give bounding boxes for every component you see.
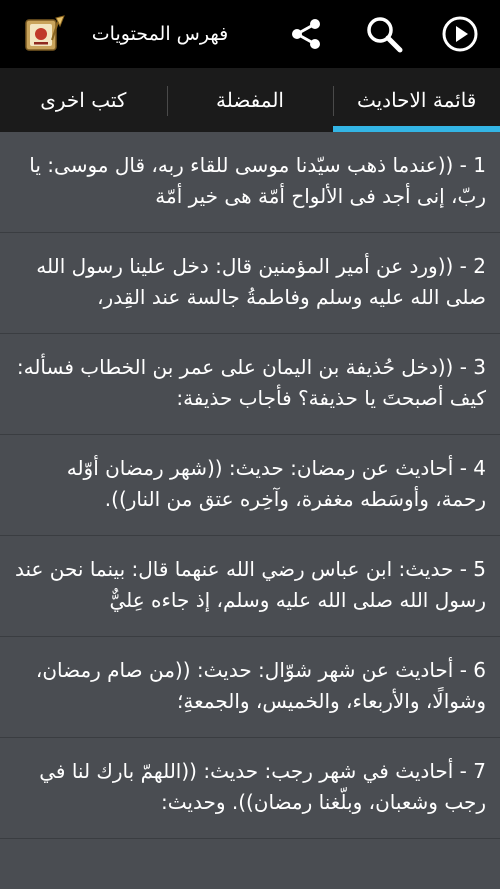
tab-other-books[interactable] <box>0 68 167 132</box>
list-item[interactable] <box>0 132 500 233</box>
tab-divider <box>333 86 334 116</box>
list-item[interactable] <box>0 637 500 738</box>
app-logo-icon <box>22 14 68 54</box>
list-item[interactable] <box>0 536 500 637</box>
share-button[interactable] <box>282 10 330 58</box>
play-icon <box>441 15 479 53</box>
tab-divider <box>167 86 168 116</box>
hadith-list[interactable] <box>0 132 500 889</box>
page-title: فهرس المحتويات <box>91 23 229 45</box>
action-bar <box>0 0 500 68</box>
list-item-text: 4 - أحاديث عن رمضان: حديث: ((شهر رمضان أوّله رحمة، وأوسَطه مغفرة، وآخِره عتق من النار)). <box>66 456 486 511</box>
list-item[interactable] <box>0 435 500 536</box>
list-item-text: 3 - ((دخل حُذيفة بن اليمان على عمر بن الخطاب فسأله: كيف أصبحتَ يا حذيفة؟ فأجاب حذيفة: <box>16 355 486 410</box>
tab-favorites[interactable] <box>167 68 334 132</box>
tab-label: المفضلة <box>215 88 284 112</box>
list-item-text: 2 - ((ورد عن أمير المؤمنين قال: دخل علينا رسول الله صلى الله عليه وسلم وفاطمةُ جالسة عند القِدر، <box>36 254 486 309</box>
list-item[interactable] <box>0 738 500 839</box>
tab-bar <box>0 68 500 132</box>
list-item-text: 1 - ((عندما ذهب سيّدنا موسى للقاء ربه، قال موسى: يا ربّ، إنى أجد فى الألواح أمّة هى خير أمّة <box>29 153 486 208</box>
list-item-text: 7 - أحاديث في شهر رجب: حديث: ((اللهمّ بارك لنا في رجب وشعبان، وبلّغنا رمضان)). وحديث: <box>39 759 486 814</box>
share-icon <box>287 15 325 53</box>
list-item[interactable] <box>0 334 500 435</box>
tab-hadith-list[interactable] <box>333 68 500 132</box>
list-item-text: 5 - حديث: ابن عباس رضي الله عنهما قال: بينما نحن عند رسول الله صلى الله عليه وسلم، إذ جاءه عِليٌّ <box>14 557 486 612</box>
search-icon <box>364 14 404 54</box>
play-button[interactable] <box>436 10 484 58</box>
list-item[interactable] <box>0 233 500 334</box>
search-button[interactable] <box>360 10 408 58</box>
tab-label: كتب اخرى <box>40 88 127 112</box>
app-logo[interactable] <box>22 14 68 54</box>
list-item-text: 6 - أحاديث عن شهر شوّال: حديث: ((من صام رمضان، وشوالًا، والأربعاء، والخميس، والجمعةِ؛ <box>35 658 486 713</box>
tab-label: قائمة الاحاديث <box>356 88 477 112</box>
